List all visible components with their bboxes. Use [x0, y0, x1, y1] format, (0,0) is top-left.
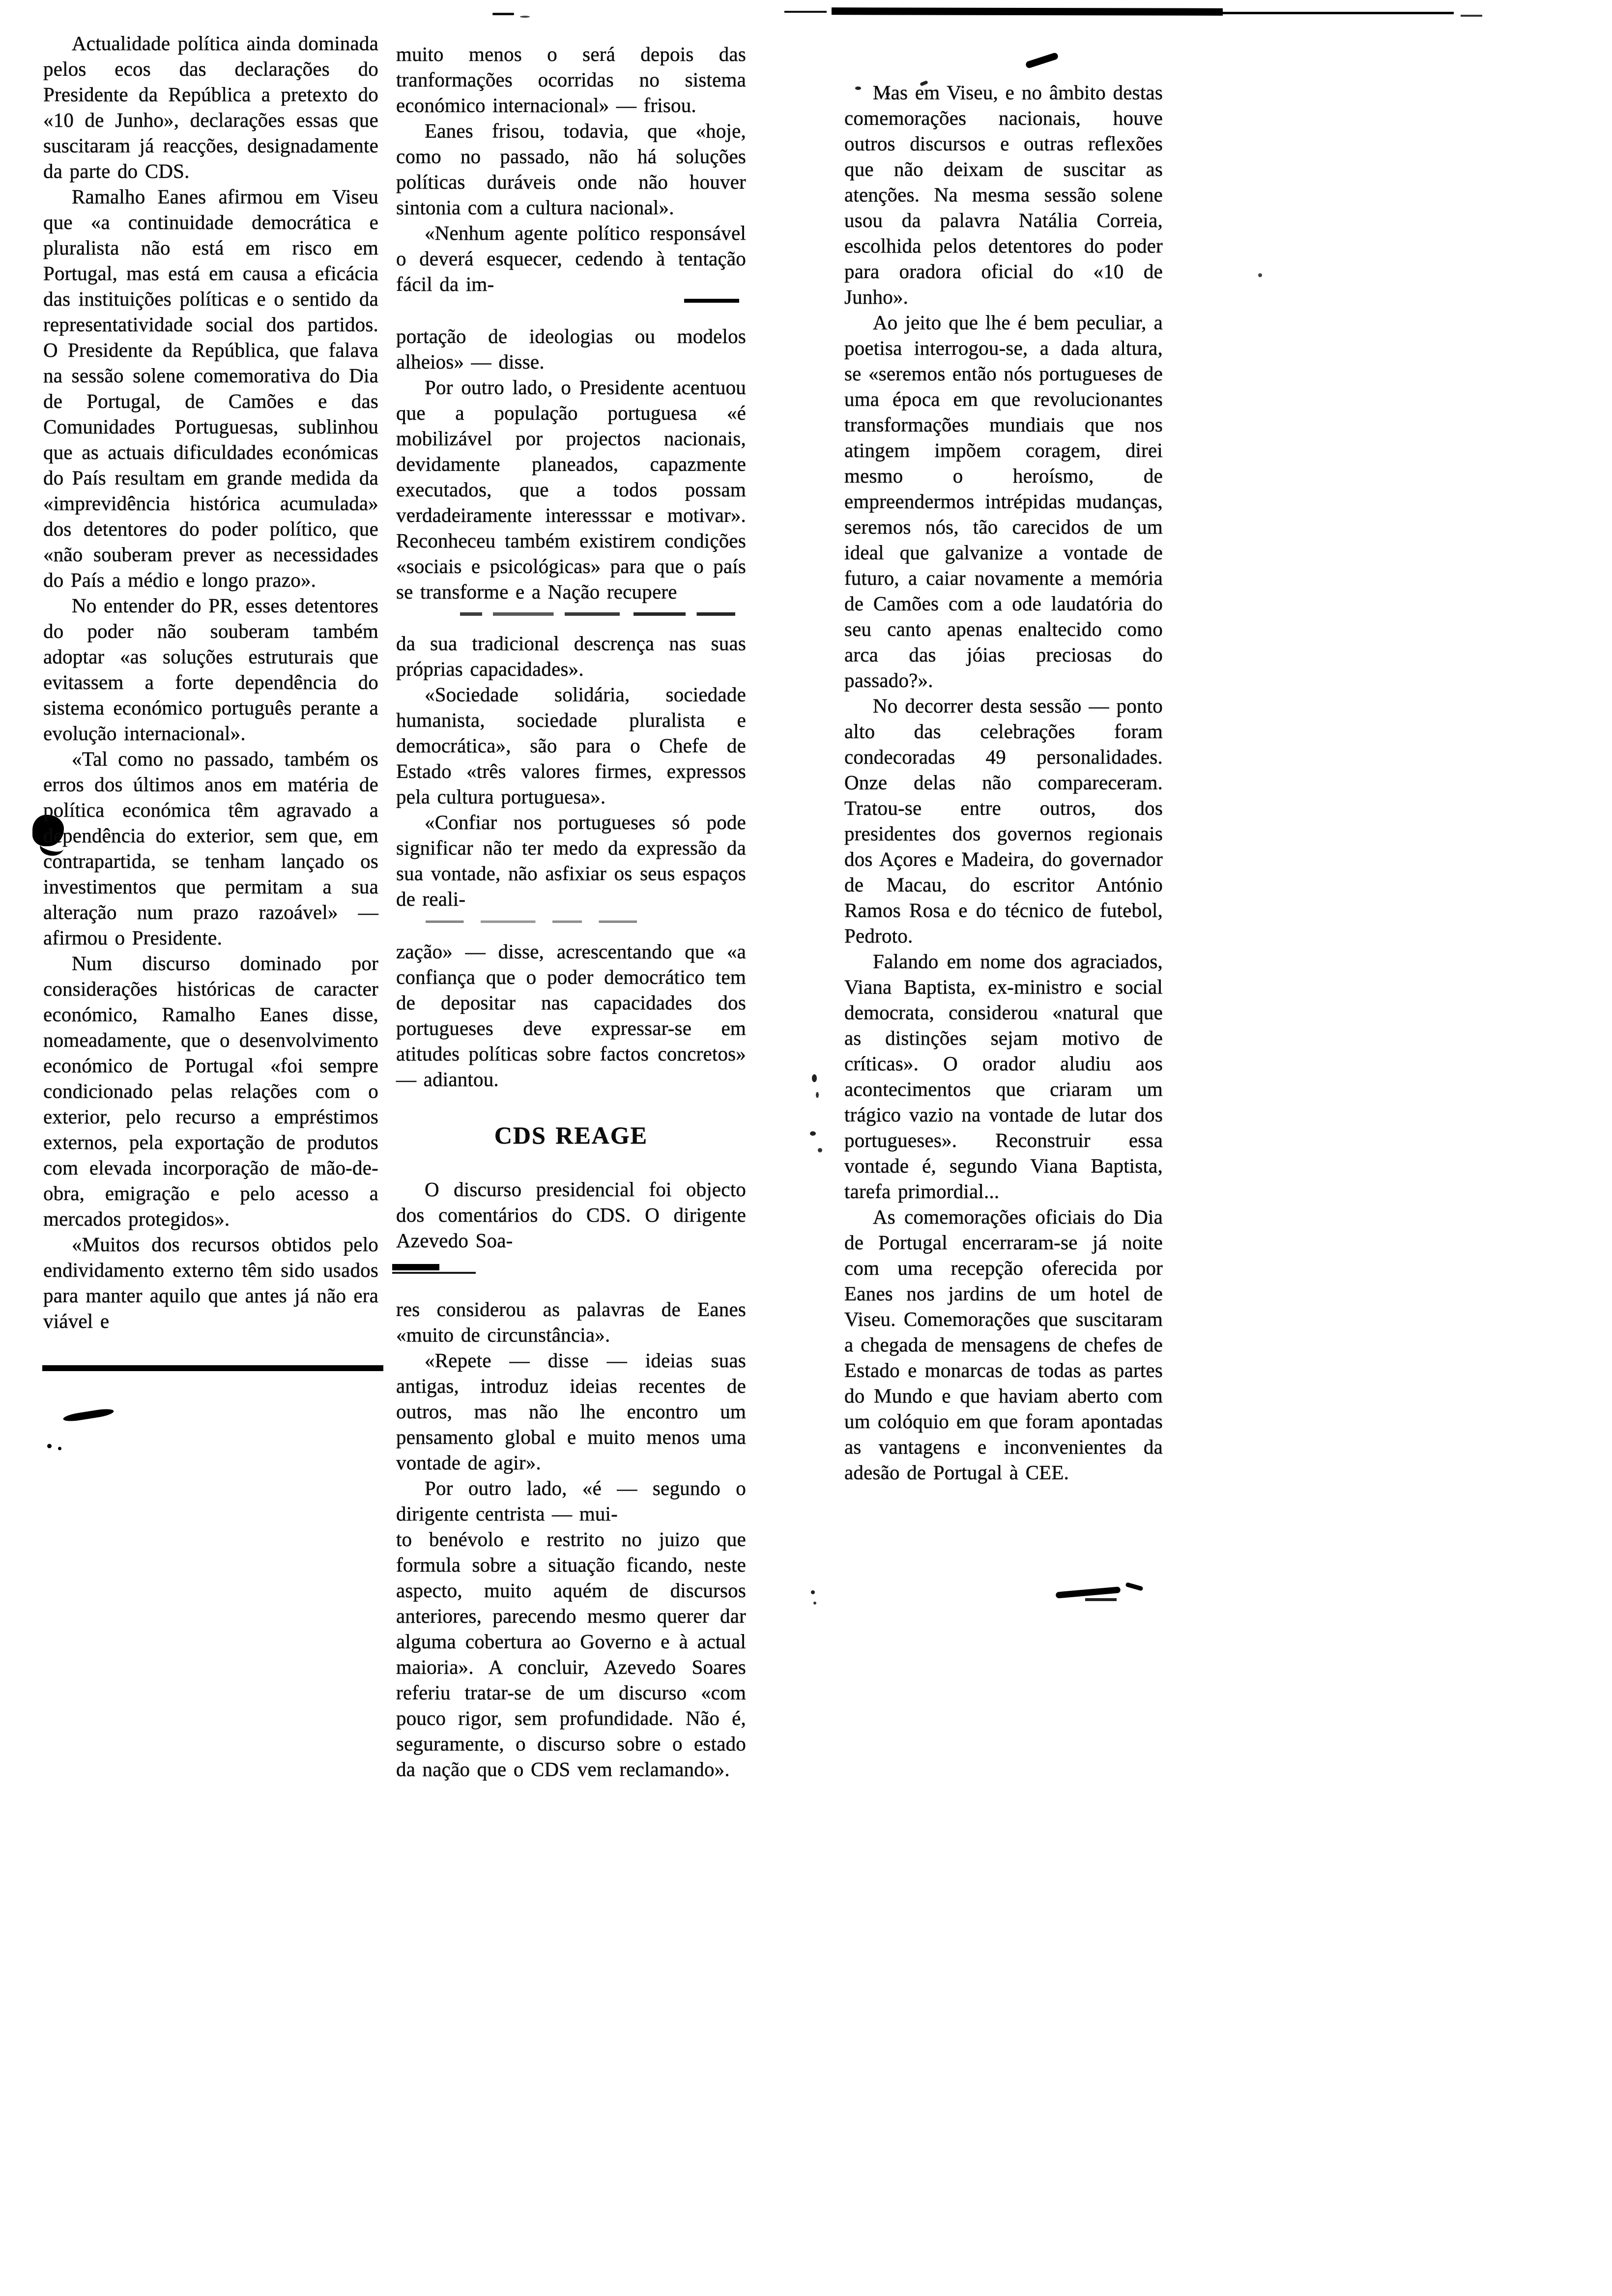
section-heading-cds-reage: CDS REAGE	[494, 1121, 648, 1149]
ink-speck	[520, 16, 530, 18]
paragraph: Num discurso dominado por considerações históricas de caracter económico, Ramalho Eanes disse, nomeadamente, que o desenvolvimento económico de Portugal «foi sempre condicionado pelas relações com o exterior, pelo recurso a empréstimos externos, pela exportação de produtos com elevada incorporação de mão-de-obra, emigração e pelo acesso a mercados protegidos».	[43, 952, 378, 1230]
cut-scratch-line	[426, 920, 637, 923]
paragraph: No decorrer desta sessão — ponto alto das celebrações foram condecoradas 49 personalidades. Onze delas não compareceram. Tratou-se entre outros, dos presidentes dos governos regionais dos Açores e Madeira, do governador de Macau, do escritor António Ramos Rosa e do técnico de futebol, Pedroto.	[844, 694, 1163, 947]
paragraph: «Nenhum agente político responsável o deverá esquecer, cedendo à tentação fácil da im-	[396, 222, 746, 295]
short-divider-rule	[392, 1264, 439, 1270]
paragraph: «Confiar nos portugueses só pode significar não ter medo da expressão da sua vontade, não asfixiar os seus espaços de reali-	[396, 811, 746, 910]
paragraph: «Repete — disse — ideias suas antigas, introduz ideias recentes de outros, mas não lhe encontro um pensamento global e muito menos uma vontade de agir».	[396, 1349, 746, 1474]
paragraph: «Muitos dos recursos obtidos pelo endividamento externo têm sido usados para manter aquilo que antes já não era viável e	[43, 1233, 378, 1332]
paragraph: portação de ideologias ou modelos alheios» — disse.	[396, 325, 746, 373]
ink-speck	[810, 1131, 816, 1136]
paragraph: Por outro lado, o Presidente acentuou que a população portuguesa «é mobilizável por projectos nacionais, devidamente planeados, capazmente executados, que a todos possam verdadeiramente interesssar e motivar». Reconheceu também existirem condições «sociais e psicológicas» para que o país se transforme e a Nação recupere	[396, 376, 746, 603]
ink-speck	[58, 1447, 61, 1450]
paragraph: As comemorações oficiais do Dia de Portugal encerraram-se já noite com uma recepção oferecida por Eanes nos jardins de um hotel de Viseu. Comemorações que suscitaram a chegada de mensagens de chefes de Estado e monarcas de todas as partes do Mundo e que haviam aberto com um colóquio em que foram apontadas as vantagens e inconvenientes da adesão de Portugal à CEE.	[844, 1205, 1163, 1484]
ink-smudge	[62, 1407, 114, 1423]
cut-scratch-line	[460, 612, 735, 616]
text-column-2	[396, 41, 746, 1782]
paragraph: O discurso presidencial foi objecto dos comentários do CDS. O dirigente Azevedo Soa-	[396, 1178, 746, 1252]
paragraph: muito menos o será depois das tranformações ocorridas no sistema económico internacional» — frisou.	[396, 43, 746, 116]
paragraph: Ao jeito que lhe é bem peculiar, a poetisa interrogou-se, a dada altura, se «seremos então nós portugueses de uma época em que revolucionantes transformações mundiais que nos atingem impõem coragem, direi mesmo o heroísmo, de empreendermos intrépidas mudanças, seremos nós, tão carecidos de um ideal que galvanize a vontade de futuro, a caiar novamente a memória de Camões com a ode laudatória do seu canto apenas enaltecido como arca das jóias preciosas do passado?».	[844, 311, 1163, 691]
paragraph: Mas em Viseu, e no âmbito destas comemorações nacionais, houve outros discursos e outras reflexões que não deixam de suscitar as atenções. Na mesma sessão solene usou da palavra Natália Correia, escolhida pelos detentores do poder para oradora oficial do «10 de Junho».	[844, 81, 1163, 308]
top-divider-rule-thin	[1222, 12, 1454, 14]
ink-speck	[812, 1074, 817, 1082]
paragraph: Ramalho Eanes afirmou em Viseu que «a continuidade democrática e pluralista não está em risco em Portugal, mas está em causa a eficácia das instituições políticas e o sentido da representatividade social dos partidos. O Presidente da República, que falava na sessão solene comemorativa do Dia de Portugal, de Camões e das Comunidades Portuguesas, sublinhou que as actuais dificuldades económicas do País resultam em grande medida da «imprevidência histórica acumulada» dos detentores do poder político, que «não souberam prever as necessidades do País a médio e longo prazo».	[43, 185, 378, 591]
top-divider-dash-right	[1461, 15, 1482, 17]
paragraph: to benévolo e restrito no juizo que formula sobre a situação ficando, neste aspecto, muito aquém de discursos anteriores, parecendo mesmo querer dar alguma cobertura ao Governo e à actual maioria». A concluir, Azevedo Soares referiu tratar-se de um discurso «com pouco rigor, sem profundidade. Não é, seguramente, o discurso sobre o estado da nação que o CDS vem reclamando».	[396, 1528, 746, 1780]
ink-speck	[1258, 273, 1262, 277]
paragraph: Falando em nome dos agraciados, Viana Baptista, ex-ministro e social democrata, considerou «natural que as distinções sejam motivo de críticas». O orador aludiu aos acontecimentos que criaram um trágico vazio na vontade de lutar dos portugueses». Reconstruir essa vontade é, segundo Viana Baptista, tarefa primordial...	[844, 950, 1163, 1203]
paragraph: No entender do PR, esses detentores do poder não souberam também adoptar «as soluções estruturais que evitassem a forte dependência do sistema económico português perante a evolução internacional».	[43, 594, 378, 745]
ink-speck	[492, 13, 514, 15]
ink-speck	[47, 1444, 52, 1448]
top-divider-dash-left	[784, 11, 827, 13]
ink-smudge	[1025, 52, 1059, 69]
ink-smudge	[1085, 1598, 1117, 1601]
ink-underline-mark	[684, 299, 739, 303]
paragraph: Por outro lado, «é — segundo o dirigente centrista — mui-	[396, 1477, 746, 1525]
paragraph: «Tal como no passado, também os erros dos últimos anos em matéria de política económica têm agravado a dependência do exterior, sem que, em contrapartida, se tenham lançado os investimentos que permitam a sua alteração num prazo razoável» — afirmou o Presidente.	[43, 747, 378, 949]
paragraph: res considerou as palavras de Eanes «muito de circunstância».	[396, 1298, 746, 1346]
ink-smudge	[1056, 1586, 1121, 1598]
text-column-1	[43, 30, 378, 1371]
ink-speck	[811, 1590, 815, 1594]
short-divider-rule-ext	[392, 1272, 476, 1274]
paragraph: zação» — disse, acrescentando que «a confiança que o poder democrático tem de depositar nas capacidades dos portugueses deve expressar-se em atitudes políticas sobre factos concretos» — adiantou.	[396, 940, 746, 1091]
paragraph: da sua tradicional descrença nas suas próprias capacidades».	[396, 632, 746, 680]
top-divider-rule	[832, 7, 1223, 16]
paragraph: «Sociedade solidária, sociedade humanista, sociedade pluralista e democrática», são para o Chefe de Estado «três valores firmes, expressos pela cultura portuguesa».	[396, 683, 746, 808]
column1-bottom-rule	[42, 1365, 383, 1371]
ink-smudge	[1125, 1582, 1143, 1591]
paragraph: Eanes frisou, todavia, que «hoje, como no passado, não há soluções políticas duráveis onde não houver sintonia com a cultura nacional».	[396, 119, 746, 219]
paragraph: Actualidade política ainda dominada pelos ecos das declarações do Presidente da República a pretexto do «10 de Junho», declarações essas que suscitaram já reacções, designadamente da parte do CDS.	[43, 32, 378, 182]
ink-speck	[818, 1148, 822, 1152]
text-column-3	[844, 80, 1163, 1485]
